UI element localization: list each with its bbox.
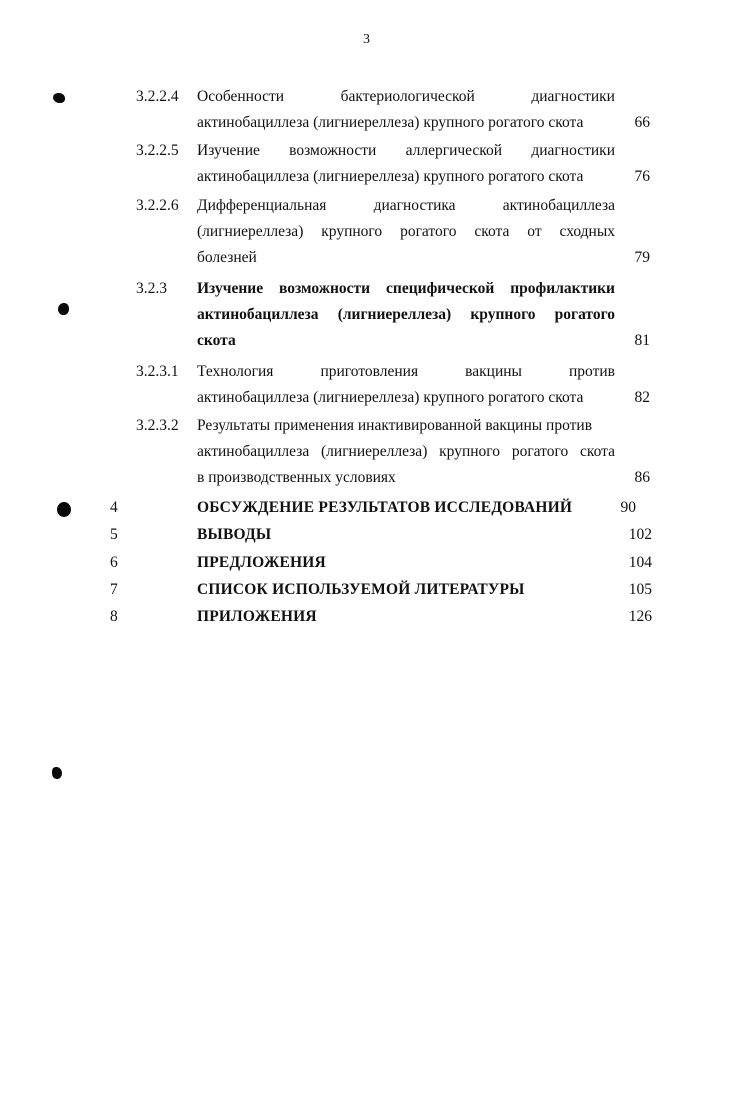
toc-entry-number: 3.2.2.5 [136,142,179,159]
title-word: профилактики [510,280,615,297]
title-word: сходных [559,223,615,240]
page-number: 3 [363,32,370,47]
chapter-number: 4 [110,499,118,516]
chapter-title: ПРЕДЛОЖЕНИЯ [197,554,326,571]
toc-entry-number: 3.2.3.2 [136,417,179,434]
toc-entry-3-2-2-6 [136,193,656,271]
toc-chapter [110,495,658,521]
title-word: рогатого [511,443,569,460]
title-line: в производственных условиях [197,469,396,486]
toc-entry-page: 82 [634,389,650,406]
title-word: актинобациллеза [197,306,319,323]
title-word: крупного [321,223,383,240]
toc-entry-page: 76 [634,168,650,185]
title-line: актинобациллеза (лигниереллеза) крупного рогатого скота [197,168,584,185]
title-word: Дифференциальная [197,197,327,214]
title-word: крупного [470,306,536,323]
title-word: от [527,223,542,240]
title-line: скота [197,332,236,349]
punch-hole-mark [57,502,71,517]
toc-entry-number: 3.2.2.4 [136,88,179,105]
toc-entry-page: 81 [634,332,650,349]
toc-entry-3-2-2-5 [136,138,656,190]
title-word: диагностики [531,142,615,159]
toc-entry-title [197,84,615,136]
toc-entry-page: 79 [634,249,650,266]
title-word: скота [579,443,615,460]
title-word: скота [474,223,510,240]
toc-chapter [110,550,658,576]
title-word: возможности [289,142,377,159]
title-word: против [569,363,615,380]
toc-chapter [110,604,658,630]
toc-entry-title [197,359,615,411]
toc-entry-title [197,276,615,354]
toc-entry-3-2-2-4 [136,84,656,136]
toc-entry-3-2-3-2 [136,413,656,491]
title-word: Изучение [197,142,260,159]
toc-entry-3-2-3 [136,276,656,354]
toc-entry-title [197,413,615,491]
chapter-page: 104 [628,554,652,571]
title-word: рогатого [554,306,615,323]
toc-entry-number: 3.2.3 [136,280,167,297]
title-word: (лигниереллеза) [337,306,452,323]
toc-chapter [110,577,658,603]
title-word: специфической [386,280,495,297]
title-word: актинобациллеза [502,197,615,214]
toc-entry-page: 86 [634,469,650,486]
toc-entry-title [197,138,615,190]
title-line: актинобациллеза (лигниереллеза) крупного рогатого скота [197,114,584,131]
chapter-number: 5 [110,526,118,543]
chapter-number: 7 [110,581,118,598]
chapter-title: ПРИЛОЖЕНИЯ [197,608,317,625]
punch-hole-mark [58,303,69,315]
toc-entry-3-2-3-1 [136,359,656,411]
title-word: (лигниереллеза) [197,223,304,240]
chapter-title: ОБСУЖДЕНИЕ РЕЗУЛЬТАТОВ ИССЛЕДОВАНИЙ [197,499,573,516]
title-line: болезней [197,249,257,266]
toc-entry-number: 3.2.3.1 [136,363,179,380]
title-word: актинобациллеза [197,443,310,460]
title-word: диагностики [531,88,615,105]
title-line: Результаты применения инактивированной вакцины против [197,417,593,434]
toc-entry-page: 66 [634,114,650,131]
toc-chapter [110,522,658,548]
title-word: рогатого [400,223,457,240]
chapter-number: 6 [110,554,118,571]
chapter-title: СПИСОК ИСПОЛЬЗУЕМОЙ ЛИТЕРАТУРЫ [197,581,525,598]
title-word: (лигниереллеза) [321,443,428,460]
chapter-number: 8 [110,608,118,625]
title-word: диагностика [373,197,456,214]
punch-hole-mark [53,93,65,103]
chapter-title: ВЫВОДЫ [197,526,272,543]
title-word: возможности [279,280,371,297]
title-word: приготовления [320,363,419,380]
title-word: крупного [439,443,501,460]
chapter-page: 90 [620,499,636,516]
toc-entry-title [197,193,615,271]
title-word: Особенности [197,88,285,105]
title-line: актинобациллеза (лигниереллеза) крупного рогатого скота [197,389,584,406]
chapter-page: 105 [628,581,652,598]
title-word: Технология [197,363,274,380]
title-word: вакцины [465,363,522,380]
title-word: бактериологической [340,88,475,105]
toc-entry-number: 3.2.2.6 [136,197,179,214]
title-word: аллергической [405,142,503,159]
chapter-page: 102 [628,526,652,543]
punch-hole-mark [52,767,62,779]
title-word: Изучение [197,280,264,297]
chapter-page: 126 [628,608,652,625]
